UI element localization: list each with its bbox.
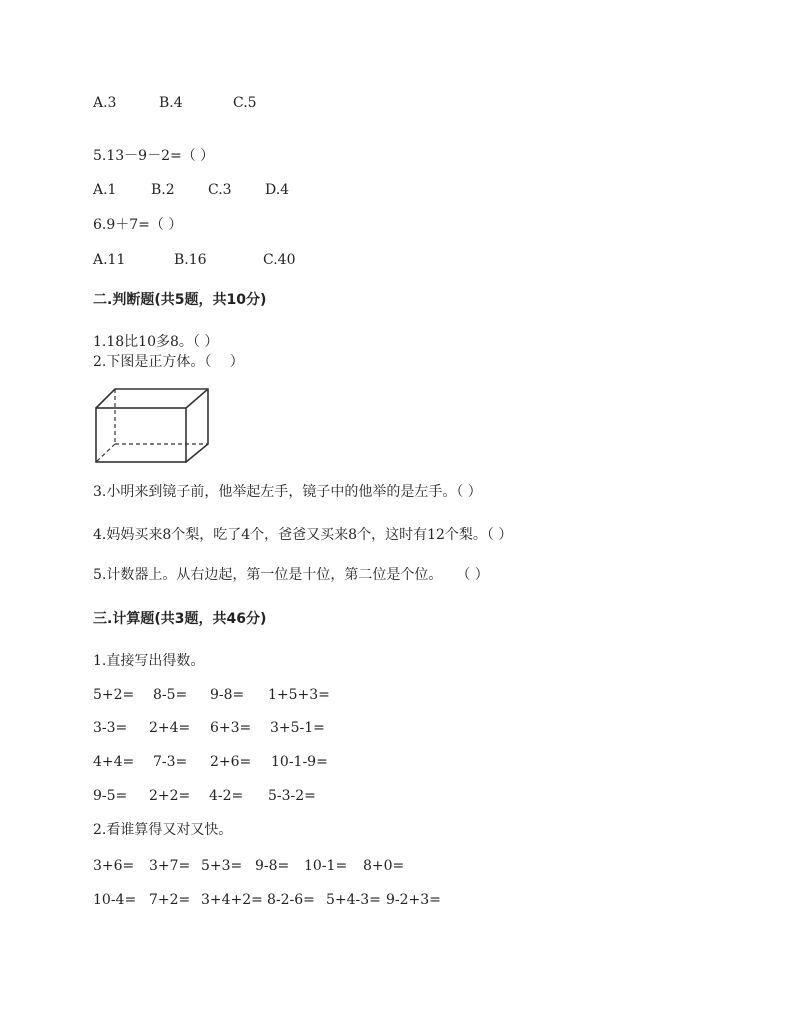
expr: 3+6=	[93, 858, 135, 874]
expr: 3+5-1=	[270, 720, 325, 736]
q6-option-a: A.11	[93, 252, 126, 268]
q4-option-c: C.5	[233, 95, 257, 111]
q5-option-b: B.2	[151, 182, 175, 198]
expr: 5+2=	[93, 687, 135, 703]
section2-title: 二.判断题(共5题，共10分)	[93, 292, 267, 308]
q4-option-a: A.3	[93, 95, 117, 111]
q6-option-c: C.40	[263, 252, 296, 268]
expr: 10-4=	[93, 892, 137, 908]
q5-text: 5.13－9－2=（ ）	[93, 148, 215, 164]
expr: 5-3-2=	[268, 788, 316, 804]
q5-option-d: D.4	[265, 182, 290, 198]
expr: 8+0=	[363, 858, 405, 874]
expr: 10-1-9=	[271, 754, 328, 770]
judge-item-4: 4.妈妈买来8个梨，吃了4个，爸爸又买来8个，这时有12个梨。（ ）	[93, 527, 513, 543]
expr: 8-5=	[153, 687, 188, 703]
expr: 6+3=	[210, 720, 252, 736]
judge-item-1: 1.18比10多8。（ ）	[93, 334, 219, 350]
expr: 2+6=	[210, 754, 252, 770]
expr: 4-2=	[209, 788, 244, 804]
expr: 3-3=	[93, 720, 128, 736]
cuboid-figure-icon	[93, 386, 213, 466]
expr: 2+4=	[149, 720, 191, 736]
q4-option-b: B.4	[159, 95, 183, 111]
judge-item-2: 2.下图是正方体。（ ）	[93, 354, 244, 370]
expr: 7+2=	[149, 892, 191, 908]
judge-item-5: 5.计数器上。从右边起，第一位是十位，第二位是个位。 （ ）	[93, 567, 489, 583]
expr: 2+2=	[149, 788, 191, 804]
expr: 10-1=	[304, 858, 348, 874]
q6-text: 6.9＋7=（ ）	[93, 217, 183, 233]
q6-option-b: B.16	[174, 252, 207, 268]
expr: 4+4=	[93, 754, 135, 770]
expr: 7-3=	[153, 754, 188, 770]
expr: 3+7=	[149, 858, 191, 874]
expr: 9-8=	[210, 687, 245, 703]
expr: 9-5=	[93, 788, 128, 804]
expr: 3+4+2=	[201, 892, 263, 908]
q5-option-c: C.3	[208, 182, 232, 198]
expr: 5+4-3=	[326, 892, 381, 908]
expr: 1+5+3=	[268, 687, 330, 703]
expr: 5+3=	[201, 858, 243, 874]
judge-item-3: 3.小明来到镜子前，他举起左手，镜子中的他举的是左手。（ ）	[93, 484, 482, 500]
q5-option-a: A.1	[93, 182, 117, 198]
calc-q2-label: 2.看谁算得又对又快。	[93, 822, 233, 838]
expr: 9-8=	[255, 858, 290, 874]
expr: 8-2-6=	[267, 892, 315, 908]
calc-q1-label: 1.直接写出得数。	[93, 653, 205, 669]
section3-title: 三.计算题(共3题，共46分)	[93, 611, 267, 627]
expr: 9-2+3=	[386, 892, 441, 908]
